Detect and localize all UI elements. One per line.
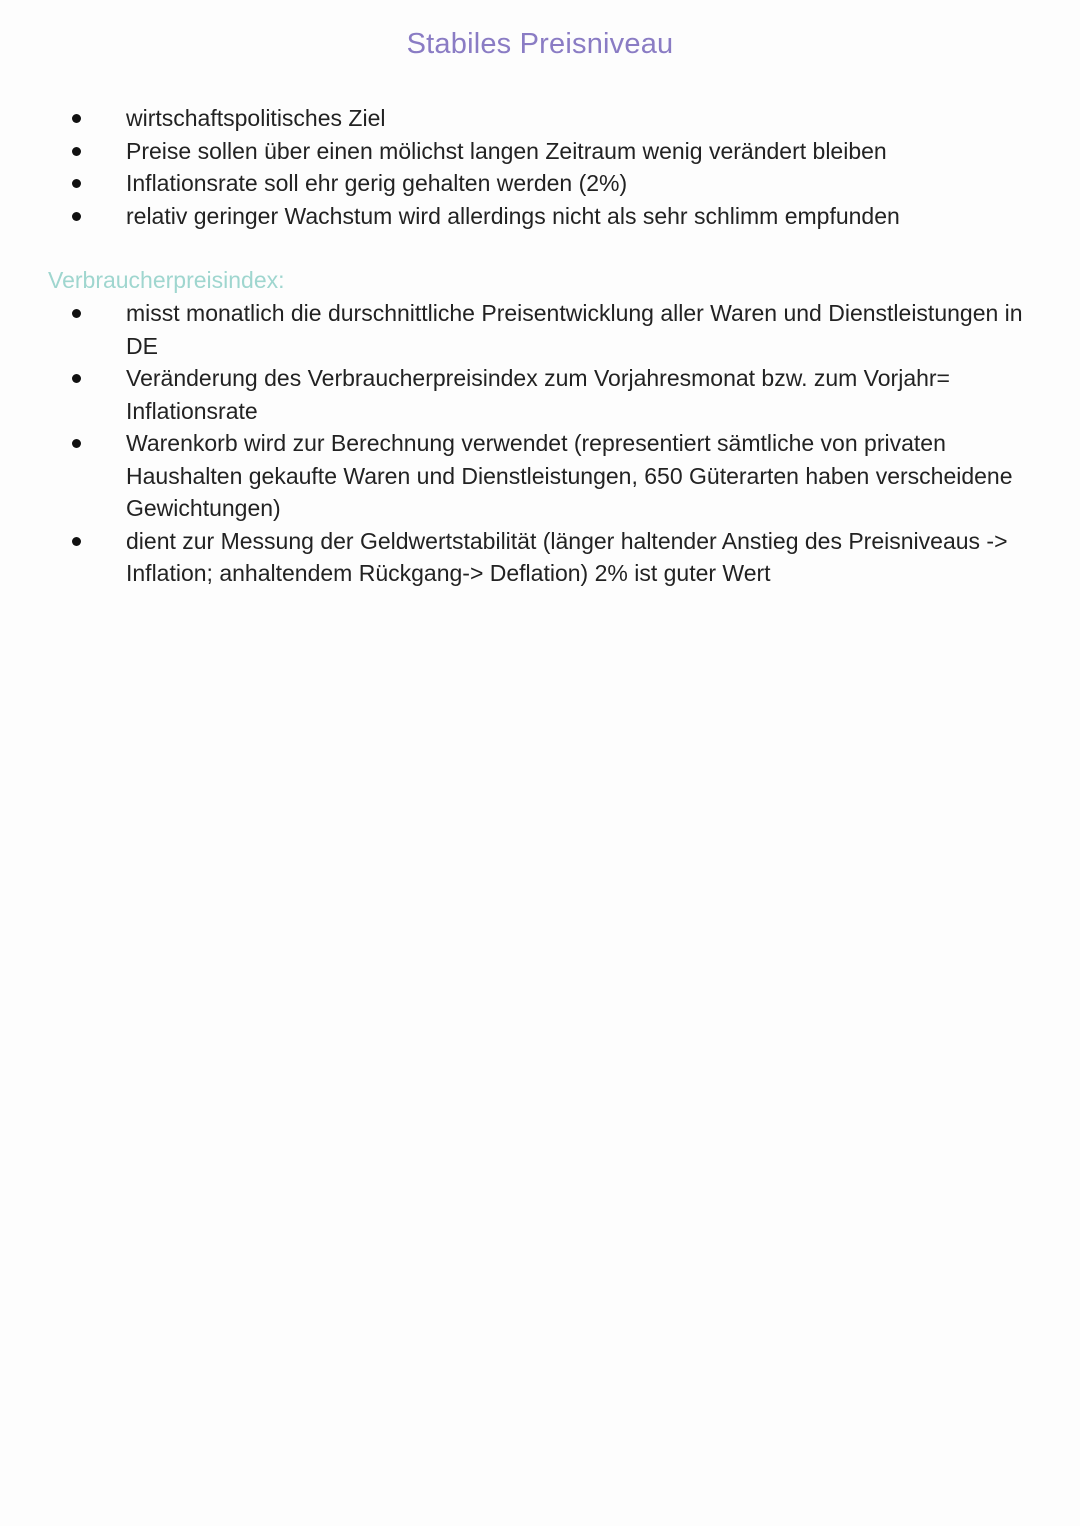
list-item bbox=[0, 525, 1080, 590]
list-item bbox=[0, 102, 1080, 135]
bullet-dot-icon bbox=[72, 439, 81, 448]
bullet-dot-icon bbox=[72, 309, 81, 318]
list-item bbox=[0, 200, 1080, 233]
list-item bbox=[0, 167, 1080, 200]
list-item bbox=[0, 135, 1080, 168]
section-heading-verbraucherpreisindex: Verbraucherpreisindex: bbox=[48, 267, 285, 293]
bullet-dot-icon bbox=[72, 212, 81, 221]
list-item-text: dient zur Messung der Geldwertstabilität (länger haltender Anstieg des Preisniveaus -> Inflation; anhaltendem Rückgang-> Deflation) 2% ist guter Wert bbox=[126, 527, 1008, 586]
bullet-dot-icon bbox=[72, 147, 81, 156]
list-item-text: Warenkorb wird zur Berechnung verwendet (representiert sämtliche von privaten Haushalten gekaufte Waren und Dienstleistungen, 650 Güterarten haben verscheidene Gewichtungen) bbox=[126, 430, 1013, 521]
list-item bbox=[0, 297, 1080, 362]
list-item-text: Inflationsrate soll ehr gerig gehalten werden (2%) bbox=[126, 170, 628, 196]
vpi-list bbox=[0, 297, 1080, 590]
bullet-dot-icon bbox=[72, 179, 81, 188]
list-item-text: Preise sollen über einen mölichst langen Zeitraum wenig verändert bleiben bbox=[126, 137, 887, 164]
list-item-text: relativ geringer Wachstum wird allerdings nicht als sehr schlimm empfunden bbox=[126, 202, 900, 229]
list-item-text: wirtschaftspolitisches Ziel bbox=[126, 105, 386, 131]
bullet-dot-icon bbox=[72, 114, 81, 123]
list-item-text: Veränderung des Verbraucherpreisindex zum Vorjahresmonat bzw. zum Vorjahr= Inflationsrate bbox=[126, 365, 950, 424]
goals-list bbox=[0, 102, 1080, 232]
list-item bbox=[0, 362, 1080, 427]
bullet-dot-icon bbox=[72, 374, 81, 383]
list-item bbox=[0, 427, 1080, 525]
page-title: Stabiles Preisniveau bbox=[406, 28, 674, 60]
bullet-dot-icon bbox=[72, 537, 81, 546]
list-item-text: misst monatlich die durschnittliche Preisentwicklung aller Waren und Dienstleistungen in DE bbox=[126, 300, 1023, 359]
